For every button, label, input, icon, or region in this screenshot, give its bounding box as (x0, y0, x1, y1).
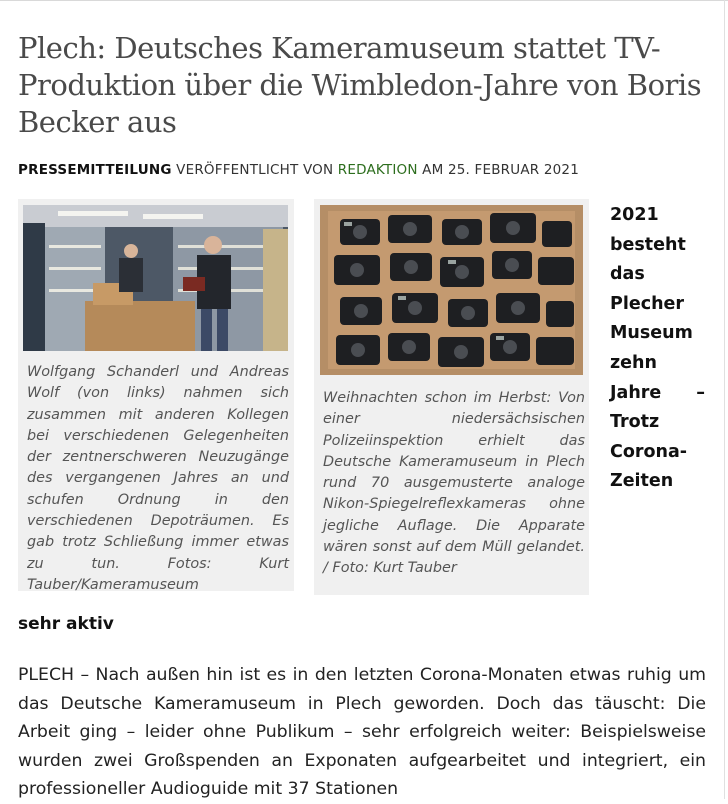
figure-caption: Weihnachten schon im Herbst: Von einer niedersächsischen Polizeiinspektion erhielt das Deutsche Kameramuseum in Plech rund 70 ausgemusterte analoge Nikon-Spiegelreflexkameras ohne jegliche Auflage. Die Apparate wären sonst auf dem Müll gelandet. / Foto: Kurt Tauber (323, 390, 585, 577)
publish-date: 25. FEBRUAR 2021 (447, 162, 580, 178)
article-meta (18, 162, 718, 178)
pull-quote: 2021 besteht das Plecher Museum zehn Jahre – Trotz Corona-Zeiten (610, 205, 705, 492)
top-border (0, 0, 728, 1)
article-title: Plech: Deutsches Kameramuseum stattet TV-Produktion über die Wimbledon-Jahre von Boris Becker aus (18, 31, 702, 139)
article-body: PLECH – Nach außen hin ist es in den letzten Corona-Monaten etwas ruhig um das Deutsche Kameramuseum in Plech geworden. Doch das täuscht: Die Arbeit ging – leider ohne Publikum – sehr erfolgreich weiter: Beispielsweise wurden zwei Großspenden an Exponaten aufgearbeitet und integriert, ein professioneller Audioguide mit 37 Stationen (18, 665, 706, 800)
category-link[interactable]: PRESSEMITTEILUNG (18, 162, 172, 178)
camera-box-image (320, 205, 583, 375)
figure-caption: Wolfgang Schanderl und Andreas Wolf (von links) nahmen sich zusammen mit anderen Kollegen bei verschiedenen Gelegenheiten der zentnerschweren Neuzugänge des vergangenen Jahres an und schufen Ordnung in den verschiedenen Depoträumen. Es gab trotz Schließung immer etwas zu tun. Fotos: Kurt Tauber/Kameramuseum (27, 364, 289, 593)
photo-camera-box[interactable] (320, 205, 583, 375)
figure-museum-staff (18, 199, 294, 591)
museum-interior-image (23, 205, 288, 351)
right-border (724, 0, 725, 799)
figure-camera-donation (314, 199, 589, 595)
photo-museum-interior[interactable] (23, 205, 288, 351)
date-prefix: AM (422, 162, 444, 178)
published-by-label: VERÖFFENTLICHT VON (176, 162, 334, 178)
author-link[interactable]: REDAKTION (337, 162, 418, 178)
article-subheading: sehr aktiv (18, 614, 114, 634)
